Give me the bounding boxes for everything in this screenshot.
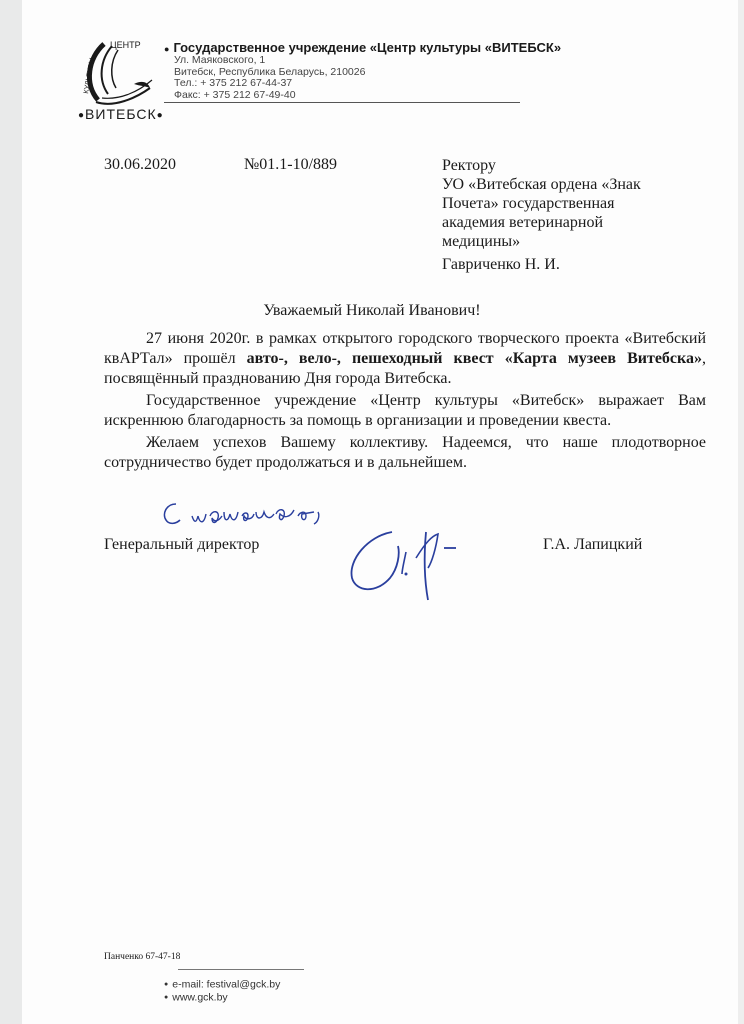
bullet-icon: ● xyxy=(164,43,170,54)
addressee-line: Ректору xyxy=(442,157,496,174)
addressee-name: Гавриченко Н. И. xyxy=(442,256,560,273)
letter-date: 30.06.2020 xyxy=(104,156,176,173)
addressee xyxy=(442,156,672,251)
org-street: Ул. Маяковского, 1 xyxy=(174,54,266,66)
handwritten-note xyxy=(158,498,338,539)
footer-email-line xyxy=(164,978,280,991)
body-paragraph-1 xyxy=(104,329,706,389)
footer-email: e-mail: festival@gck.by xyxy=(172,978,281,991)
p1-text-a: 27 июня 2020г. в рамках открытого городского творческого проекта «Витебский квАРТал» прошёл xyxy=(104,330,706,367)
org-name xyxy=(164,40,561,55)
logo-city-text: ВИТЕБСК xyxy=(85,106,157,122)
addressee-line: медицины» xyxy=(442,233,521,250)
logo-city: ●ВИТЕБСК● xyxy=(78,106,164,122)
org-fax: Факс: + 375 212 67-49-40 xyxy=(174,88,296,101)
body-paragraph-3: Желаем успехов Вашему коллективу. Надеемся, что наше плодотворное сотрудничество будет продолжаться и в дальнейшем. xyxy=(104,434,706,471)
bullet-icon: ● xyxy=(164,994,169,1002)
footer-contacts xyxy=(164,978,280,1005)
body-paragraph-2: Государственное учреждение «Центр культуры «Витебск» выражает Вам искреннюю благодарность за помощь в организации и проведении квеста. xyxy=(104,392,706,429)
p1-text-b: , посвящённый празднованию Дня города Витебска. xyxy=(104,350,707,387)
header-divider xyxy=(164,102,520,103)
signature xyxy=(340,518,480,613)
logo-side-text: КУЛЬТУРЫ xyxy=(83,57,97,95)
org-header xyxy=(164,40,561,101)
scan-right-edge xyxy=(738,0,744,1024)
letter-number: №01.1-10/889 xyxy=(244,156,338,173)
bullet-icon: ● xyxy=(164,981,169,988)
executor-contact: Панченко 67-47-18 xyxy=(104,952,181,962)
footer-web: www.gck.by xyxy=(172,991,228,1004)
org-name-text: Государственное учреждение «Центр культуры «ВИТЕБСК» xyxy=(173,40,562,55)
greeting: Уважаемый Николай Иванович! xyxy=(263,302,481,319)
org-city: Витебск, Республика Беларусь, 210026 xyxy=(174,65,366,78)
footer-divider xyxy=(178,969,304,970)
signer-title: Генеральный директор xyxy=(104,536,260,553)
addressee-line: Почета» государственная xyxy=(442,195,615,212)
logo-arc-text: ЦЕНТР xyxy=(110,40,141,50)
p1-bold-text: авто-, вело-, пешеходный квест «Карта музеев Витебска» xyxy=(246,350,703,367)
footer-web-line xyxy=(164,991,280,1004)
addressee-line: академия ветеринарной xyxy=(442,214,604,231)
org-phone: Тел.: + 375 212 67-44-37 xyxy=(174,77,293,89)
scan-left-edge xyxy=(0,0,22,1024)
org-logo xyxy=(74,36,174,126)
signer-name: Г.А. Лапицкий xyxy=(543,536,643,553)
letter-body xyxy=(104,329,706,475)
addressee-line: УО «Витебская ордена «Знак xyxy=(442,176,641,193)
